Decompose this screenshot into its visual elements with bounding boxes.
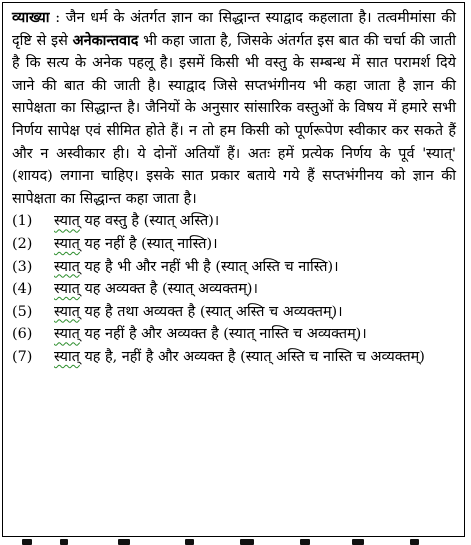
content-box — [2, 2, 465, 537]
explanation-paragraph — [12, 7, 456, 210]
list-item — [12, 210, 456, 233]
list-item — [12, 346, 456, 369]
list-item-lead: स्यात् — [54, 281, 80, 298]
list-item-number: (4) — [12, 281, 33, 298]
list-item-text: यह है तथा अव्यक्त है (स्यात् अस्ति च अव्यक्तम्)। — [79, 303, 343, 320]
list-item-text: यह है भी और नहीं भी है (स्यात् अस्ति च नास्ति)। — [79, 258, 339, 275]
list-item-lead: स्यात् — [54, 303, 80, 320]
heading-label: व्याख्या — [12, 9, 50, 26]
list-item-lead: स्यात् — [54, 213, 80, 230]
list-item-number: (2) — [12, 235, 33, 252]
seven-predications-list — [12, 210, 456, 368]
list-item — [12, 278, 456, 301]
bold-term: अनेकान्तवाद — [72, 31, 139, 49]
list-item-lead: स्यात् — [54, 348, 80, 365]
list-item — [12, 256, 456, 279]
list-item-lead: स्यात् — [54, 258, 80, 275]
list-item-number: (1) — [12, 213, 33, 230]
list-item-text: यह वस्तु है (स्यात् अस्ति)। — [79, 213, 220, 230]
list-item — [12, 323, 456, 346]
list-item-lead: स्यात् — [54, 235, 80, 252]
list-item-number: (6) — [12, 326, 33, 343]
list-item-lead: स्यात् — [54, 326, 80, 343]
list-item — [12, 233, 456, 256]
list-item-number: (3) — [12, 258, 33, 275]
list-item-text: यह नहीं है और अव्यक्त है (स्यात् नास्ति च अव्यक्तम्)। — [79, 326, 367, 343]
paragraph-text-part-1: : जैन धर्म के अंतर्गत ज्ञान का सिद्धान्त स्याद्वाद कहलाता है। तत्वमीमांसा की दृष्टि से इसे — [12, 10, 456, 49]
list-item-text: यह है, नहीं है और अव्यक्त है (स्यात् अस्ति च नास्ति च अव्यक्तम्) — [79, 348, 425, 365]
paragraph-text-part-2: भी कहा जाता है, जिसके अंतर्गत इस बात की चर्चा की जाती है कि सत्य के अनेक पहलू है। इसमें किसी भी वस्तु के सम्बन्ध में सात परामर्श दिये जाने की बात की जाती है। स्याद्वाद जिसे सप्तभंगीनय भी कहा जाता है ज्ञान की सापेक्षता का सिद्धान्त है। जैनियों के अनुसार सांसारिक वस्तुओं के विषय में हमारे सभी निर्णय सापेक्ष एवं सीमित होते हैं। न तो हम किसी को पूर्णरूपेण स्वीकार कर सकते हैं और न अस्वीकार ही। ये दोनों अतियाँ हैं। अतः हमें प्रत्येक निर्णय के पूर्व 'स्यात्' (शायद) लगाना चाहिए। इसके सात प्रकार बताये गये हैं सप्तभंगीनय को ज्ञान की सापेक्षता का सिद्धान्त कहा जाता है। — [12, 32, 456, 207]
list-item — [12, 301, 456, 324]
list-item-number: (7) — [12, 348, 33, 365]
list-item-text: यह अव्यक्त है (स्यात् अव्यक्तम्)। — [79, 281, 258, 298]
list-item-number: (5) — [12, 303, 33, 320]
list-item-text: यह नहीं है (स्यात् नास्ति)। — [79, 235, 218, 252]
cropped-next-line — [0, 537, 471, 545]
